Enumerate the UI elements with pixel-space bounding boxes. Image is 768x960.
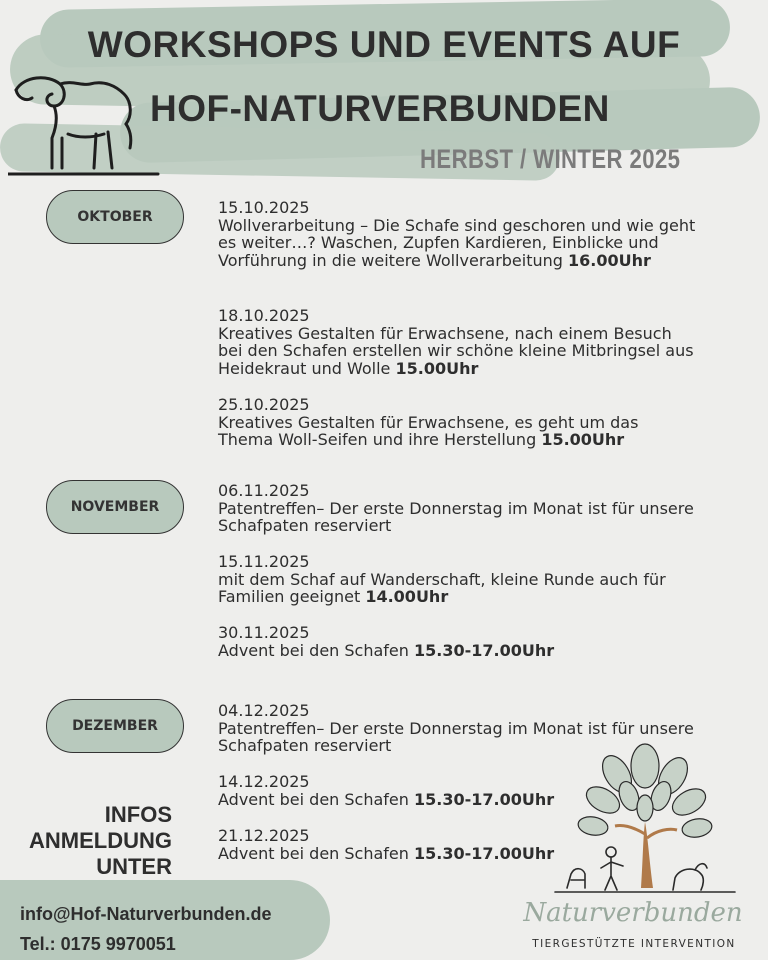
season-subtitle: HERBST / WINTER 2025	[420, 144, 681, 174]
event-time: 15.00Uhr	[541, 430, 625, 449]
month-label-oktober: OKTOBER	[46, 190, 184, 244]
event-time: 15.30-17.00Uhr	[414, 843, 555, 863]
event-text: mit dem Schaf auf Wanderschaft, kleine Runde auch für Familien geeignet	[218, 569, 666, 606]
event-time: 16.00Uhr	[568, 250, 651, 270]
page-title-line1: WORKSHOPS UND EVENTS AUF	[87, 24, 681, 65]
event-text: Advent bei den Schafen	[218, 640, 409, 660]
event-time: 15.30-17.00Uhr	[414, 640, 555, 660]
event-date: 06.11.2025	[218, 481, 310, 500]
contact-phone[interactable]: Tel.: 0175 9970051	[20, 934, 176, 954]
month-label-dezember: DEZEMBER	[46, 699, 184, 753]
event-text: Advent bei den Schafen	[218, 843, 409, 863]
event-date: 14.12.2025	[218, 772, 310, 791]
ram-illustration	[8, 68, 168, 180]
event-text: Kreatives Gestalten für Erwachsene, es geht um das Thema Woll-Seifen und ihre Herstellung	[218, 412, 639, 449]
brand-tagline: TIERGESTÜTZTE INTERVENTION	[532, 938, 736, 950]
infos-line: UNTER	[96, 854, 172, 879]
event-date: 21.12.2025	[218, 826, 310, 845]
infos-heading	[10, 802, 172, 880]
event-item	[218, 396, 698, 449]
event-time: 15.30-17.00Uhr	[414, 789, 555, 809]
event-text: Kreatives Gestalten für Erwachsene, nach einem Besuch bei den Schafen erstellen wir schöne kleine Mitbringsel aus Heidekraut und Wolle	[218, 323, 694, 378]
event-item	[218, 307, 698, 377]
event-date: 15.10.2025	[218, 198, 310, 217]
event-date: 04.12.2025	[218, 701, 310, 720]
brand-logo-name: Naturverbunden	[523, 898, 743, 928]
page-title-line2: HOF-NATURVERBUNDEN	[150, 88, 610, 129]
infos-line: INFOS	[104, 802, 172, 827]
event-time: 14.00Uhr	[365, 587, 449, 606]
event-date: 30.11.2025	[218, 623, 310, 642]
event-text: Patentreffen– Der erste Donnerstag im Monat ist für unsere Schafpaten reserviert	[218, 498, 694, 535]
tree-logo-illustration	[545, 738, 745, 898]
event-text: Advent bei den Schafen	[218, 789, 409, 809]
event-text: Patentreffen– Der erste Donnerstag im Monat ist für unsere Schafpaten reserviert	[218, 718, 694, 755]
event-item	[218, 482, 698, 535]
event-time: 15.00Uhr	[395, 358, 479, 378]
event-item	[218, 553, 698, 606]
event-date: 25.10.2025	[218, 395, 310, 414]
event-item	[218, 624, 698, 659]
month-label-november: NOVEMBER	[46, 480, 184, 534]
event-date: 15.11.2025	[218, 552, 310, 571]
event-date: 18.10.2025	[218, 306, 310, 325]
infos-line: ANMELDUNG	[29, 828, 172, 853]
contact-email[interactable]: info@Hof-Naturverbunden.de	[20, 904, 272, 924]
event-text: Wollverarbeitung – Die Schafe sind geschoren und wie geht es weiter…? Waschen, Zupfen Kardieren, Einblicke und Vorführung in die weitere Wollverarbeitung	[218, 215, 696, 270]
event-item	[218, 199, 698, 269]
